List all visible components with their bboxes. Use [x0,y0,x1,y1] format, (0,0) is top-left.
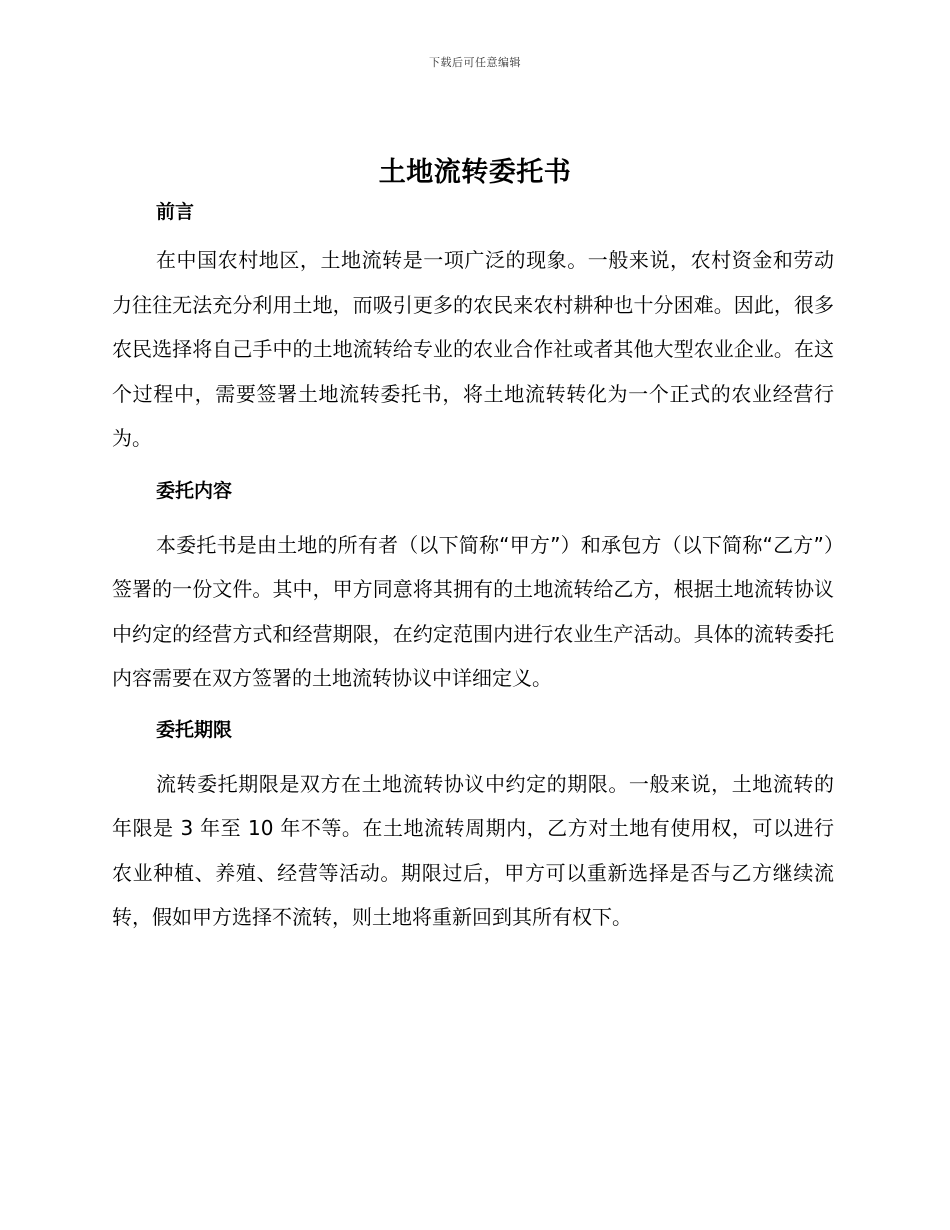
section-heading-entrusted-content: 委托内容 [156,479,233,502]
section-heading-preface: 前言 [156,201,195,223]
section-heading-entrustment-term: 委托期限 [156,718,233,741]
header-note: 下载后可任意编辑 [429,56,521,69]
document-title: 土地流转委托书 [378,157,572,188]
section-entrusted-content [112,476,834,701]
section-preface [112,197,834,461]
section-paragraph-entrustment-term: 流转委托期限是双方在土地流转协议中约定的期限。一般来说，土地流转的年限是 3 年至 10 年不等。在土地流转周期内，乙方对土地有使用权，可以进行农业种植、养殖、经营等活动。期限过后，甲方可以重新选择是否与乙方继续流转，假如甲方选择不流转，则土地将重新回到其所有权下。 [112,771,834,929]
section-entrustment-term [112,715,834,940]
document-body [112,197,834,940]
section-paragraph-preface: 在中国农村地区，土地流转是一项广泛的现象。一般来说，农村资金和劳动力往往无法充分利用土地，而吸引更多的农民来农村耕种也十分困难。因此，很多农民选择将自己手中的土地流转给专业的农业合作社或者其他大型农业企业。在这个过程中，需要签署土地流转委托书，将土地流转转化为一个正式的农业经营行为。 [112,248,834,450]
section-paragraph-entrusted-content: 本委托书是由土地的所有者（以下简称“甲方”）和承包方（以下简称“乙方”）签署的一份文件。其中，甲方同意将其拥有的土地流转给乙方，根据土地流转协议中约定的经营方式和经营期限，在约定范围内进行农业生产活动。具体的流转委托内容需要在双方签署的土地流转协议中详细定义。 [112,532,834,690]
